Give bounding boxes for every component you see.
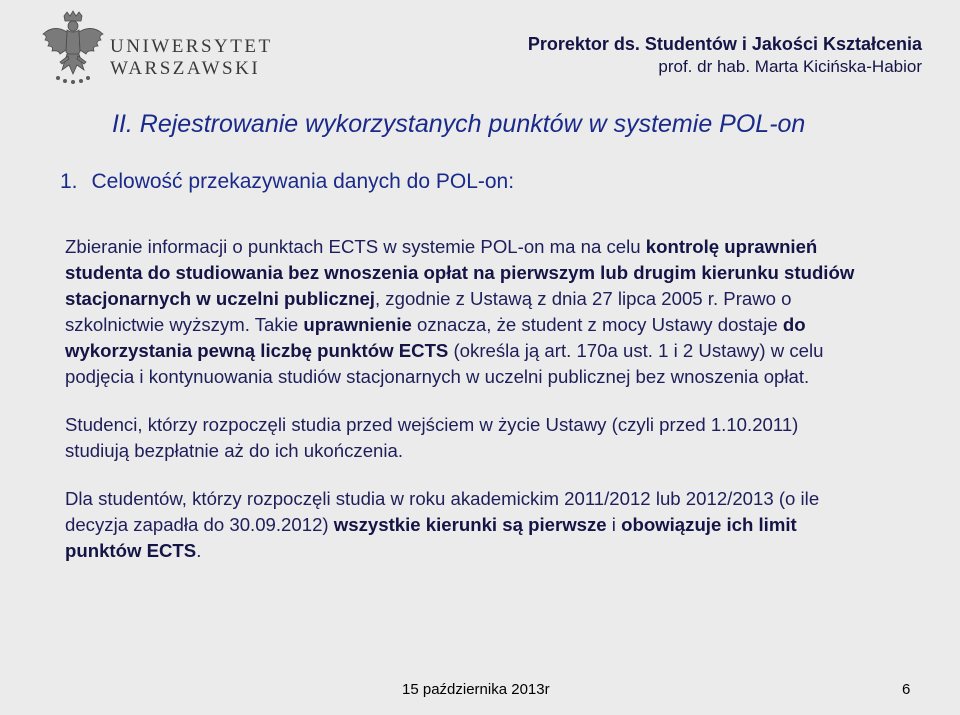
paragraph-3-bold-1: wszystkie kierunki są pierwsze xyxy=(333,514,607,535)
header-title: Prorektor ds. Studentów i Jakości Kształcenia xyxy=(527,34,922,54)
subsection-number: 1. xyxy=(60,170,78,193)
subsection-label: Celowość przekazywania danych do POL-on: xyxy=(91,170,515,193)
page-number: 6 xyxy=(902,681,911,698)
logo-text-line1: UNIWERSYTET xyxy=(110,36,273,57)
paragraph-1-bold-1: kontrolę uprawnień studenta do studiowania bez wnoszenia opłat na pierwszym lub drugim kierunku studiów stacjonarnych w uczelni publicznej xyxy=(65,236,855,309)
paragraph-1-bold-2: uprawnienie xyxy=(303,314,412,335)
eagle-emblem-icon xyxy=(40,10,106,86)
paragraph-3-bold-2: obowiązuje ich limit punktów ECTS xyxy=(65,514,797,561)
paragraph-3 xyxy=(65,486,855,564)
paragraph-2: Studenci, którzy rozpoczęli studia przed wejściem w życie Ustawy (czyli przed 1.10.2011) studiują bezpłatnie aż do ich ukończenia. xyxy=(65,414,799,461)
paragraph-3-text-2: i xyxy=(606,514,622,535)
logo-text-line2: WARSZAWSKI xyxy=(110,58,261,79)
paragraph-1-bold-3: do wykorzystania pewną liczbę punktów ECTS xyxy=(65,314,806,361)
section-title: II. Rejestrowanie wykorzystanych punktów w systemie POL-on xyxy=(112,110,806,138)
paragraph-1-text-3: oznacza, że student z mocy Ustawy dostaje xyxy=(411,314,783,335)
paragraph-1-text-4: (określa ją art. 170a ust. 1 i 2 Ustawy) w celu podjęcia i kontynuowania studiów stacjonarnych w uczelni publicznej bez wnoszenia opłat. xyxy=(65,340,824,387)
subsection-heading xyxy=(60,170,514,194)
header xyxy=(528,34,922,77)
paragraph-3-text-1: Dla studentów, którzy rozpoczęli studia w roku akademickim 2011/2012 lub 2012/2013 (o ile decyzja zapadła do 30.09.2012) xyxy=(65,488,820,535)
paragraph-1-text-2: , zgodnie z Ustawą z dnia 27 lipca 2005 r. Prawo o szkolnictwie wyższym. Takie xyxy=(65,288,792,335)
university-logo xyxy=(40,10,273,90)
header-subtitle: prof. dr hab. Marta Kicińska-Habior xyxy=(658,57,922,76)
footer-date: 15 października 2013r xyxy=(402,681,550,698)
paragraph-1 xyxy=(65,234,855,390)
paragraph-3-text-3: . xyxy=(196,540,202,561)
paragraph-1-text-1: Zbieranie informacji o punktach ECTS w systemie POL-on ma na celu xyxy=(65,236,646,257)
body-text xyxy=(65,234,855,586)
